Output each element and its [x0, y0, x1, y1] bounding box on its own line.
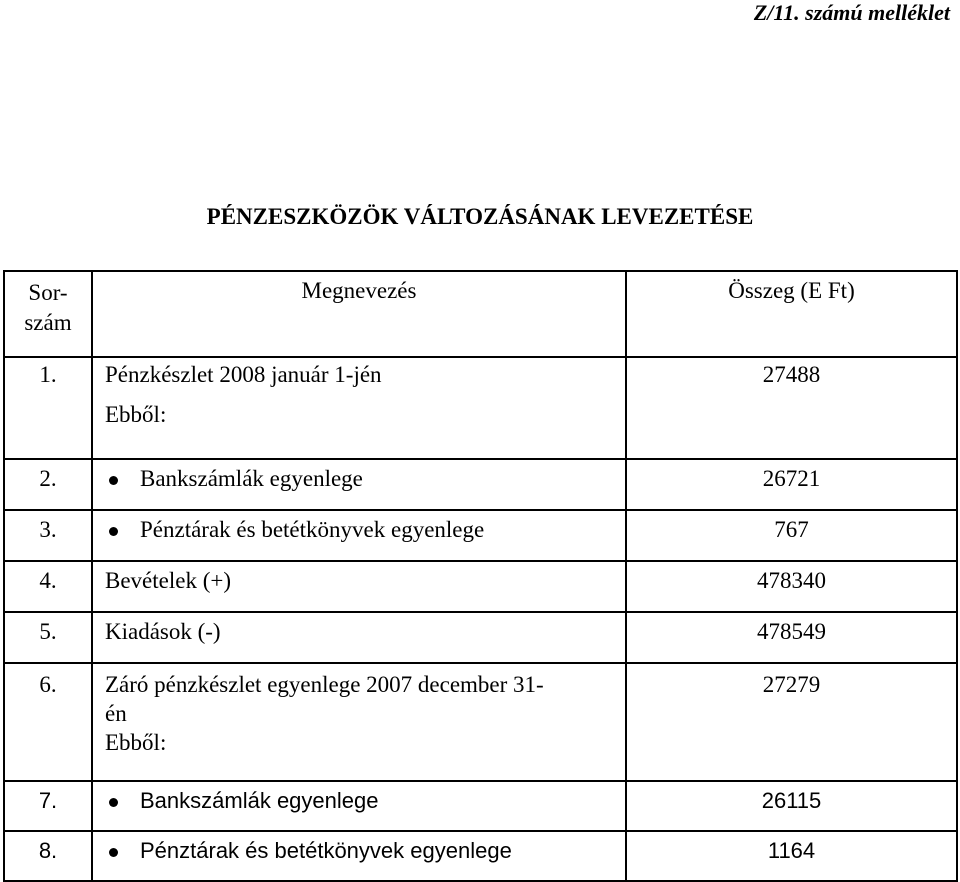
- row-sublabel: Ebből:: [105, 730, 167, 755]
- row-number: 5.: [4, 612, 92, 663]
- row-label: Bankszámlák egyenlege: [92, 781, 626, 831]
- row-value: 478549: [626, 612, 957, 663]
- row-label: Bevételek (+): [92, 561, 626, 612]
- row-value: 26721: [626, 459, 957, 510]
- row-label: Kiadások (-): [92, 612, 626, 663]
- header-name: Megnevezés: [92, 271, 626, 357]
- row-value: 1164: [626, 831, 957, 881]
- header-number: [4, 271, 92, 357]
- row-number: 3.: [4, 510, 92, 561]
- row-value: 27488: [626, 357, 957, 459]
- row-number: 6.: [4, 663, 92, 781]
- row-value: 27279: [626, 663, 957, 781]
- row-number: 4.: [4, 561, 92, 612]
- header-number-line1: Sor-: [28, 280, 68, 305]
- cash-flow-table: [3, 270, 958, 882]
- table-row: [4, 831, 957, 881]
- table-row: [4, 510, 957, 561]
- table-row: [4, 781, 957, 831]
- table-row: [4, 663, 957, 781]
- row-label: Bankszámlák egyenlege: [92, 459, 626, 510]
- row-label: Pénztárak és betétkönyvek egyenlege: [92, 831, 626, 881]
- table-row: [4, 612, 957, 663]
- header-number-line2: szám: [24, 310, 72, 335]
- bullet-icon: [109, 527, 118, 536]
- bullet-icon: [109, 848, 118, 857]
- table-row: [4, 357, 957, 459]
- row-number: 1.: [4, 357, 92, 459]
- row-value: 26115: [626, 781, 957, 831]
- row-number: 2.: [4, 459, 92, 510]
- annex-label: Z/11. számú melléklet: [753, 0, 950, 25]
- row-sublabel: Ebből:: [105, 402, 167, 427]
- row-value: 767: [626, 510, 957, 561]
- row-number: 7.: [4, 781, 92, 831]
- row-number: 8.: [4, 831, 92, 881]
- table-row: [4, 561, 957, 612]
- row-value: 478340: [626, 561, 957, 612]
- row-label: Pénzkészlet 2008 január 1-jén Ebből:: [92, 357, 626, 459]
- header-amount: Összeg (E Ft): [626, 271, 957, 357]
- bullet-icon: [109, 476, 118, 485]
- row-label: Pénztárak és betétkönyvek egyenlege: [92, 510, 626, 561]
- table-header-row: [4, 271, 957, 357]
- page-title: PÉNZESZKÖZÖK VÁLTOZÁSÁNAK LEVEZETÉSE: [206, 204, 754, 229]
- table-row: [4, 459, 957, 510]
- row-label: Záró pénzkészlet egyenlege 2007 december 31- én Ebből:: [92, 663, 626, 781]
- bullet-icon: [109, 798, 118, 807]
